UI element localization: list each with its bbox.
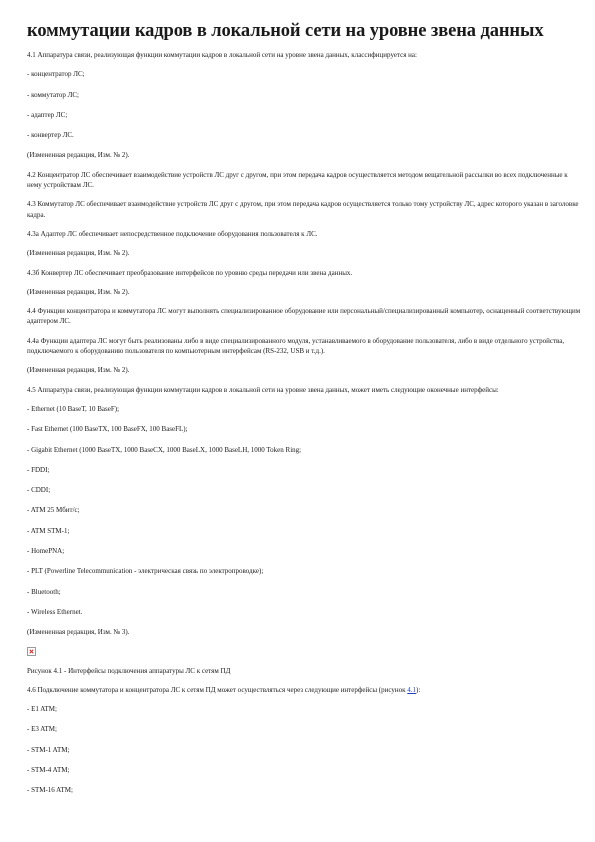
revision-note: (Измененная редакция, Изм. № 2). [27,287,130,296]
paragraph-4-4a: 4.4а Функции адаптера ЛС могут быть реализованы либо в виде специализированного модуля, устанавливаемого в оборудование пользователя, либо в виде отдельного устройства, подключаемого к оборудованию пользователя по компьютерным интерфейсам (RS-232, USB и т.д.). [27,336,565,356]
network-interface-item: - E1 ATM; [27,705,57,714]
network-interface-item: - STM-4 ATM; [27,765,70,774]
list-item: - конвертер ЛС. [27,131,74,140]
interface-item: - ATM 25 Мбит/с; [27,506,80,515]
list-item: - концентратор ЛС; [27,70,85,79]
revision-note: (Измененная редакция, Изм. № 2). [27,151,130,160]
interface-item: - Ethernet (10 BaseT, 10 BaseF); [27,404,120,413]
page-title: коммутации кадров в локальной сети на уровне звена данных [27,21,544,41]
paragraph-4-2: 4.2 Концентратор ЛС обеспечивает взаимодействие устройств ЛС друг с другом, при этом передача кадров осуществляется методом вещательной рассылки во всех подключенные к нему устройствам ЛС. [27,170,568,190]
revision-note: (Измененная редакция, Изм. № 2). [27,366,130,375]
interface-item: - Bluetooth; [27,587,61,596]
figure-caption: Рисунок 4.1 - Интерфейсы подключения аппаратуры ЛС к сетям ПД [27,666,231,675]
figure-link[interactable]: 4.1 [407,685,417,694]
list-item: - коммутатор ЛС; [27,90,80,99]
network-interface-item: - STM-16 ATM; [27,786,73,795]
interface-item: - Wireless Ethernet. [27,607,83,616]
figure-4-1 [27,647,581,658]
list-item: - адаптер ЛС; [27,110,68,119]
broken-image-icon[interactable] [27,647,36,656]
paragraph-4-3: 4.3 Коммутатор ЛС обеспечивает взаимодействие устройств ЛС друг с другом, при этом передача кадров осуществляется только тому устройству ЛС, адрес которого указан в заголовке кадра. [27,200,579,219]
paragraph-4-6 [27,685,581,695]
paragraph-4-6-text: 4.6 Подключение коммутатора и концентратора ЛС к сетям ПД может осуществляться через следующие интерфейсы (рисунок [27,685,408,694]
network-interface-item: - STM-1 ATM; [27,745,70,754]
revision-note: (Измененная редакция, Изм. № 3). [27,628,130,637]
paragraph-4-4: 4.4 Функции концентратора и коммутатора ЛС могут выполнять специализированное оборудование или персональный/специализированный компьютер, оснащенный соответствующим адаптером ЛС. [27,307,581,326]
paragraph-4-5: 4.5 Аппаратура связи, реализующая функции коммутации кадров в локальной сети на уровне звена данных, может иметь следующие оконечные интерфейсы: [27,385,499,394]
paragraph-4-1: 4.1 Аппаратура связи, реализующая функции коммутации кадров в локальной сети на уровне звена данных, классифицируется на: [27,51,417,59]
interface-item: - Gigabit Ethernet (1000 BaseTX, 1000 BaseCX, 1000 BaseLX, 1000 BaseLH, 1000 Token Ring; [27,445,302,454]
interface-item: - HomePNA; [27,547,65,556]
paragraph-4-3b: 4.3б Конвертер ЛС обеспечивает преобразование интерфейсов по уровню среды передачи или звена данных. [27,268,353,277]
revision-note: (Измененная редакция, Изм. № 2). [27,249,130,258]
interface-item: - FDDI; [27,465,50,474]
interface-item: - CDDI; [27,486,51,495]
interface-item: - PLT (Powerline Telecommunication - электрическая связь по электропроводке); [27,567,264,576]
paragraph-4-6-tail: ): [416,685,421,694]
document-body [27,50,581,796]
paragraph-4-3a: 4.3а Адаптер ЛС обеспечивает непосредственное подключение оборудования пользователя к ЛС. [27,229,318,238]
interface-item: - Fast Ethernet (100 BaseTX, 100 BaseFX, 100 BaseFL); [27,425,188,434]
interface-item: - ATM STM-1; [27,526,70,535]
network-interface-item: - E3 ATM; [27,725,57,734]
